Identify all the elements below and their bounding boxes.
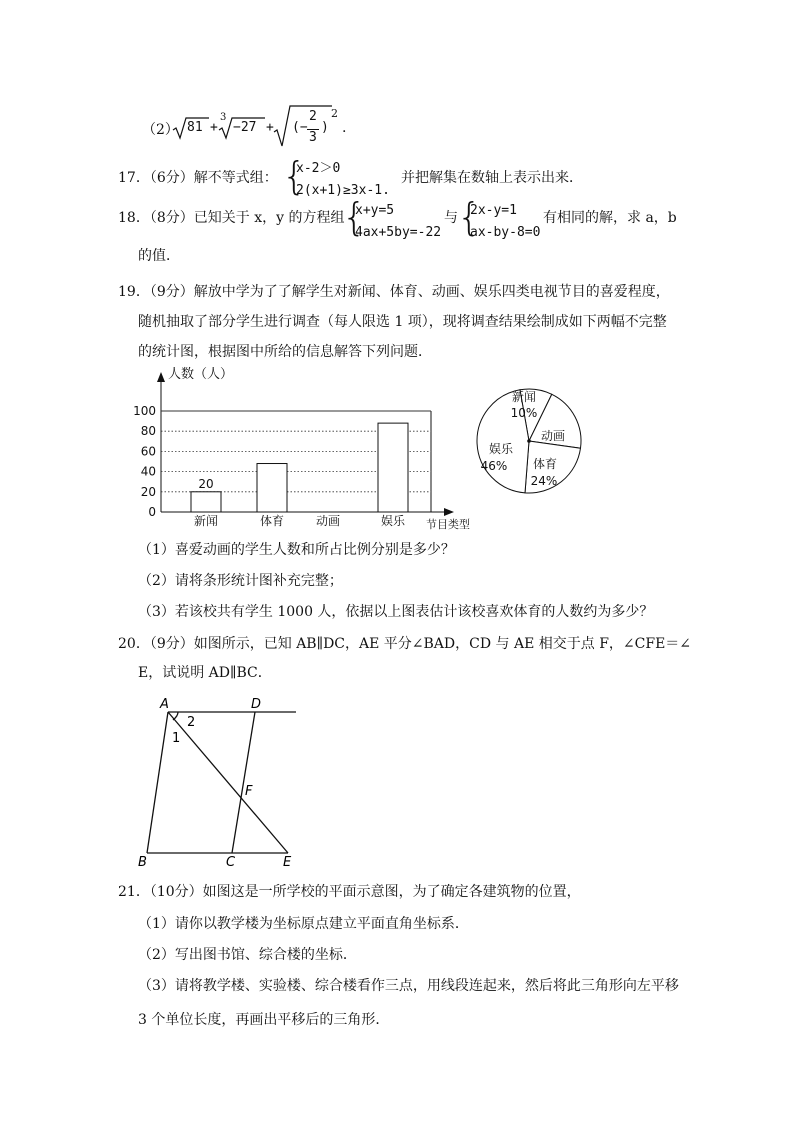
x-axis-arrow — [444, 508, 454, 516]
x-tick-label: 动画 — [315, 514, 341, 528]
q16-plus1: + — [210, 120, 218, 135]
q21-sub2: （2）写出图书馆、综合楼的坐标． — [138, 947, 357, 963]
label-D: D — [251, 697, 262, 712]
bar-data-label: 20 — [198, 476, 214, 491]
pie-label: 娱乐 — [488, 442, 514, 456]
q18-line2: 的值． — [138, 248, 180, 264]
q17-text: 解不等式组： — [193, 170, 278, 186]
q16-term2: −27 — [233, 120, 257, 135]
label-2: 2 — [187, 715, 196, 730]
q21-number: 21． — [118, 884, 150, 900]
q19-line3: 的统计图，根据图中所给的信息解答下列问题． — [138, 344, 432, 360]
y-tick-label: 60 — [140, 444, 156, 459]
q17-brace: { — [282, 154, 307, 198]
q18-score: （8分） — [149, 210, 194, 226]
y-axis-label: 人数（人） — [168, 367, 234, 382]
q16-numerator: 2 — [309, 109, 317, 124]
q17-eq1: x-2＞0 — [296, 161, 341, 176]
q16-plus2: + — [266, 120, 274, 135]
q16-denominator: 3 — [309, 130, 317, 145]
bar-新闻 — [191, 492, 221, 512]
q17-eq2: 2(x+1)≥3x-1. — [296, 183, 390, 198]
pie-center — [527, 439, 531, 443]
q16-exponent: 2 — [331, 107, 338, 120]
label-F: F — [245, 784, 253, 799]
bar-体育 — [257, 464, 287, 512]
x-tick-label: 新闻 — [193, 514, 219, 528]
y-tick-label: 40 — [140, 464, 156, 479]
q21-sub3: （3）请将教学楼、实验楼、综合楼看作三点，用线段连起来，然后将此三角形向左平移 — [138, 978, 679, 994]
q16-paren-close: ) — [321, 120, 329, 135]
q18-s2-eq2: ax-by-8=0 — [470, 225, 541, 240]
q18-s2-eq1: 2x-y=1 — [470, 203, 517, 218]
q17-number: 17． — [118, 170, 150, 186]
geometry-figure — [130, 692, 310, 872]
q18-s1-eq1: x+y=5 — [355, 203, 395, 218]
q19-line1: 解放中学为了了解学生对新闻、体育、动画、娱乐四类电视节目的喜爱程度， — [193, 284, 670, 300]
q21-sub1: （1）请你以教学楼为坐标原点建立平面直角坐标系． — [138, 916, 469, 932]
y-tick-label: 0 — [148, 505, 156, 519]
q16-expression — [142, 107, 362, 150]
label-B: B — [138, 855, 147, 870]
q19-sub1: （1）喜爱动画的学生人数和所占比例分别是多少？ — [138, 542, 455, 558]
q18-after: 有相同的解，求 a，b — [543, 210, 677, 226]
q19-line2: 随机抽取了部分学生进行调查（每人限选 1 项），现将调查结果绘制成如下两幅不完整 — [138, 314, 667, 330]
label-1: 1 — [172, 731, 181, 746]
q21-score: （10分） — [149, 884, 203, 900]
pie-percent-label: 10% — [510, 406, 538, 420]
q18-brace-2: { — [457, 195, 482, 239]
pie-percent-label: 46% — [480, 459, 508, 473]
q19-score: （9分） — [149, 284, 194, 300]
q18-s1-eq2: 4ax+5by=-22 — [355, 225, 442, 240]
q18-brace-1: { — [342, 195, 367, 239]
label-E: E — [283, 855, 292, 870]
q16-term1: 81 — [187, 120, 203, 135]
q21-sub3b: 3 个单位长度，再画出平移后的三角形． — [138, 1012, 390, 1028]
q20-score: （9分） — [149, 636, 194, 652]
segment-DC — [232, 712, 255, 853]
q17-score: （6分） — [149, 170, 194, 186]
q16-paren-open: (− — [292, 120, 308, 135]
q19-sub3: （3）若该校共有学生 1000 人，依据以上图表估计该校喜欢体育的人数约为多少？ — [138, 604, 654, 620]
pie-chart — [474, 386, 586, 498]
q18-text: 已知关于 x，y 的方程组 — [193, 210, 345, 226]
q20-line1: 如图所示，已知 AB∥DC，AE 平分∠BAD，CD 与 AE 相交于点 F，∠CFE＝∠ — [193, 636, 692, 652]
segment-AE — [168, 712, 288, 853]
q18-with: 与 — [444, 210, 458, 226]
q17-after: 并把解集在数轴上表示出来． — [401, 170, 583, 186]
q18-number: 18． — [118, 210, 150, 226]
segment-AB — [147, 712, 168, 853]
q19-sub2: （2）请将条形统计图补充完整； — [138, 573, 343, 589]
x-axis-label: 节目类型 — [426, 518, 470, 531]
y-tick-label: 20 — [140, 484, 156, 499]
x-tick-label: 体育 — [259, 514, 285, 528]
x-tick-label: 娱乐 — [380, 514, 406, 528]
pie-label: 新闻 — [511, 390, 537, 404]
y-tick-label: 100 — [133, 404, 156, 418]
q19-number: 19． — [118, 284, 150, 300]
bar-chart — [133, 364, 480, 534]
q16-period: . — [342, 120, 347, 136]
q20-number: 20． — [118, 636, 150, 652]
bar-娱乐 — [378, 423, 408, 512]
angle-arc — [173, 712, 178, 720]
q16-cube-index: 3 — [220, 112, 227, 123]
q16-label: （2） — [142, 122, 179, 138]
pie-label: 体育 — [532, 457, 558, 471]
y-axis-arrow — [157, 372, 165, 382]
pie-percent-label: 24% — [530, 474, 558, 488]
q20-line2: E，试说明 AD∥BC． — [138, 665, 272, 681]
label-A: A — [160, 697, 169, 712]
y-tick-label: 80 — [140, 424, 156, 439]
label-C: C — [226, 855, 236, 870]
pie-label: 动画 — [540, 429, 566, 443]
q21-line1: 如图这是一所学校的平面示意图，为了确定各建筑物的位置， — [202, 884, 581, 900]
